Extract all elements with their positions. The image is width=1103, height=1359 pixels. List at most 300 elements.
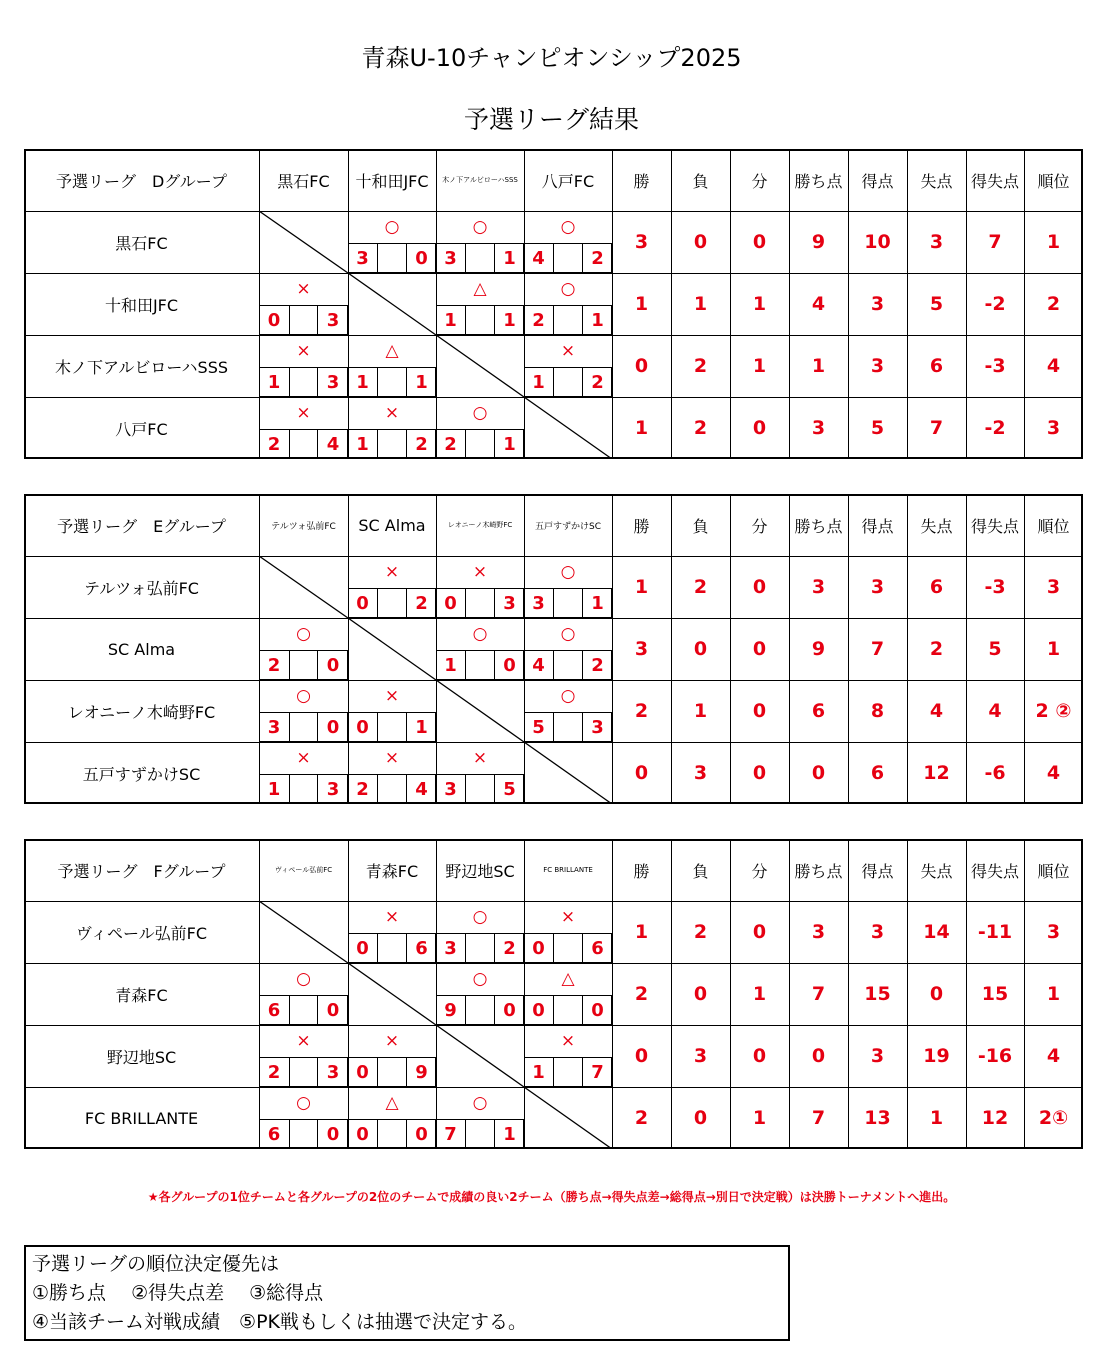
result-mark: ×: [296, 1031, 311, 1051]
result-mark: ×: [384, 907, 400, 927]
score-for: 0: [356, 937, 369, 959]
score-box-divider: [553, 712, 583, 742]
team-column-header: テルツォ弘前FC: [271, 521, 336, 532]
team-name: SC Alma: [107, 639, 176, 659]
self-match-diagonal: [524, 1087, 612, 1149]
stat-value: 0: [752, 762, 767, 784]
stat-value: 0: [752, 231, 767, 253]
stat-value: 3: [811, 921, 826, 943]
page-subtitle: 予選リーグ結果: [463, 105, 639, 134]
stat-column-header: 勝: [633, 516, 650, 536]
diagonal-line: [436, 1025, 524, 1087]
result-mark: ○: [472, 1093, 488, 1113]
diagonal-line: [348, 963, 436, 1025]
stat-value: 3: [929, 231, 944, 253]
score-for: 1: [532, 371, 545, 393]
team-name: レオニーノ木崎野FC: [67, 702, 216, 722]
stat-value: 1: [693, 293, 708, 315]
score-against: 2: [503, 937, 516, 959]
score-for: 3: [267, 716, 281, 738]
stat-value: 1: [752, 355, 767, 377]
stat-value: 7: [811, 983, 826, 1005]
score-box-divider: [289, 429, 318, 459]
result-mark: ○: [472, 217, 488, 237]
score-box-divider: [553, 933, 583, 963]
team-column-header: 十和田JFC: [355, 171, 429, 191]
score-for: 5: [532, 716, 545, 738]
score-box-divider: [465, 995, 495, 1025]
result-mark: ○: [560, 624, 576, 644]
page-title: 青森U-10チャンピオンシップ2025: [361, 44, 742, 72]
stat-column-header: 勝ち点: [794, 516, 843, 536]
result-mark: △: [385, 1093, 399, 1113]
stat-value: 3: [870, 1045, 885, 1067]
result-mark: ×: [384, 686, 400, 706]
stat-value: 2: [929, 638, 944, 660]
stat-value: 1: [634, 576, 649, 598]
stat-column-header: 得点: [861, 516, 894, 536]
score-box-divider: [465, 588, 495, 618]
result-mark: ×: [296, 748, 311, 768]
team-column-header: 木ノ下アルビローハSSS: [442, 176, 518, 184]
stat-value: 7: [870, 638, 885, 660]
stat-value: 1: [634, 921, 649, 943]
stat-value: 7: [988, 231, 1002, 253]
result-mark: ○: [472, 624, 488, 644]
score-for: 6: [267, 1123, 281, 1145]
result-mark: ×: [296, 403, 311, 423]
team-name: 十和田JFC: [104, 295, 179, 315]
team-column-header: SC Alma: [358, 515, 426, 535]
score-against: 1: [503, 309, 516, 331]
score-box-divider: [465, 650, 495, 680]
stat-value: 0: [752, 576, 767, 598]
diagonal-line: [259, 556, 348, 618]
stat-value: 13: [864, 1107, 891, 1129]
stat-value: 4: [929, 700, 944, 722]
stat-value: 0: [693, 983, 708, 1005]
result-mark: ×: [560, 907, 576, 927]
stat-value: 0: [929, 983, 944, 1005]
stat-value: 12: [981, 1107, 1009, 1129]
stat-value: 6: [929, 355, 944, 377]
stat-value: 1: [929, 1107, 944, 1129]
score-against: 6: [591, 937, 604, 959]
stat-column-header: 得失点: [970, 171, 1019, 191]
score-against: 1: [415, 716, 428, 738]
result-mark: ○: [560, 217, 576, 237]
score-for: 6: [267, 999, 281, 1021]
stat-value: 10: [864, 231, 891, 253]
score-against: 0: [326, 1123, 340, 1145]
team-name: 五戸すずかけSC: [82, 764, 201, 784]
diagonal-line: [259, 211, 348, 273]
stat-value: 2①: [1038, 1107, 1069, 1129]
stat-value: 7: [811, 1107, 826, 1129]
self-match-diagonal: [259, 556, 348, 618]
result-mark: ○: [296, 624, 311, 644]
result-mark: ○: [560, 279, 576, 299]
result-mark: ○: [296, 1093, 311, 1113]
score-box-divider: [553, 305, 583, 335]
group-label: 予選リーグ Dグループ: [55, 171, 228, 191]
stat-column-header: 順位: [1037, 171, 1070, 191]
score-box-divider: [553, 995, 583, 1025]
self-match-diagonal: [348, 618, 436, 680]
score-for: 4: [532, 247, 545, 269]
stat-value: 5: [870, 417, 885, 439]
score-for: 9: [444, 999, 457, 1021]
team-column-header: 五戸すずかけSC: [534, 521, 602, 532]
score-against: 5: [503, 778, 516, 800]
stat-value: 3: [693, 762, 708, 784]
score-against: 1: [503, 247, 516, 269]
score-box-divider: [289, 367, 318, 397]
stat-value: -2: [984, 417, 1006, 439]
stat-value: 4: [1046, 762, 1061, 784]
team-name: 野辺地SC: [106, 1047, 177, 1067]
score-against: 2: [591, 247, 604, 269]
stat-value: -3: [984, 576, 1006, 598]
self-match-diagonal: [259, 211, 348, 273]
score-against: 3: [326, 371, 340, 393]
stat-value: 9: [811, 231, 826, 253]
score-box-divider: [465, 933, 495, 963]
stat-value: 2: [1046, 293, 1061, 315]
group-label: 予選リーグ Fグループ: [57, 861, 226, 881]
score-for: 2: [267, 433, 281, 455]
ranking-rules-box: [24, 1245, 790, 1341]
stat-value: 0: [693, 638, 708, 660]
score-for: 3: [444, 778, 457, 800]
score-box-divider: [465, 1119, 495, 1149]
score-for: 1: [356, 371, 369, 393]
score-for: 0: [356, 1061, 369, 1083]
stat-value: 1: [634, 293, 649, 315]
result-mark: ○: [560, 562, 576, 582]
team-name: FC BRILLANTE: [84, 1108, 199, 1128]
stat-value: 1: [811, 355, 826, 377]
stat-value: -3: [984, 355, 1006, 377]
stat-value: 0: [634, 355, 649, 377]
stat-column-header: 失点: [920, 516, 953, 536]
score-for: 1: [267, 778, 281, 800]
stat-value: 1: [752, 983, 767, 1005]
diagonal-line: [524, 1087, 612, 1149]
team-column-header: 青森FC: [365, 861, 419, 881]
score-for: 3: [444, 937, 457, 959]
stat-value: 1: [1046, 983, 1061, 1005]
result-mark: ×: [384, 748, 400, 768]
result-mark: ×: [560, 341, 576, 361]
stat-column-header: 勝ち点: [794, 861, 843, 881]
result-mark: ○: [296, 686, 311, 706]
stat-value: 5: [929, 293, 944, 315]
result-mark: ×: [472, 748, 488, 768]
stat-value: 0: [752, 921, 767, 943]
stat-value: 3: [870, 576, 885, 598]
stat-value: 15: [864, 983, 891, 1005]
stat-value: 15: [981, 983, 1009, 1005]
stat-value: 5: [988, 638, 1002, 660]
score-for: 2: [267, 654, 281, 676]
score-box-divider: [465, 305, 495, 335]
score-against: 2: [591, 371, 604, 393]
score-for: 0: [356, 592, 369, 614]
rules-line: ④当該チーム対戦成績 ⑤PK戦もしくは抽選で決定する。: [32, 1311, 527, 1333]
score-box-divider: [465, 774, 495, 804]
result-mark: ○: [472, 907, 488, 927]
result-mark: △: [561, 969, 575, 989]
score-for: 2: [532, 309, 545, 331]
score-for: 1: [444, 654, 457, 676]
stat-column-header: 得失点: [970, 516, 1019, 536]
team-column-header: レオニーノ木崎野FC: [447, 521, 513, 529]
score-against: 0: [503, 654, 516, 676]
result-mark: ×: [296, 341, 311, 361]
stat-value: 0: [634, 1045, 649, 1067]
rules-line: ①勝ち点 ②得失点差 ③総得点: [32, 1282, 324, 1304]
score-against: 0: [503, 999, 516, 1021]
team-column-header: FC BRILLANTE: [543, 866, 593, 874]
score-for: 0: [532, 999, 545, 1021]
stat-value: 4: [1046, 355, 1061, 377]
result-mark: △: [385, 341, 399, 361]
score-box-divider: [377, 774, 407, 804]
score-against: 2: [591, 654, 604, 676]
score-against: 1: [503, 1123, 516, 1145]
stat-column-header: 得失点: [970, 861, 1019, 881]
score-box-divider: [377, 429, 407, 459]
score-for: 0: [356, 716, 369, 738]
score-against: 0: [591, 999, 604, 1021]
score-box-divider: [377, 933, 407, 963]
stat-value: 3: [1046, 417, 1061, 439]
stat-value: 0: [752, 417, 767, 439]
stat-value: 9: [811, 638, 826, 660]
score-for: 3: [444, 247, 457, 269]
score-against: 7: [591, 1061, 604, 1083]
diagonal-line: [259, 901, 348, 963]
stat-value: 4: [1046, 1045, 1061, 1067]
score-for: 1: [532, 1061, 545, 1083]
stat-value: -2: [984, 293, 1006, 315]
result-mark: ×: [384, 403, 400, 423]
stat-value: 2 ②: [1035, 700, 1072, 722]
score-for: 0: [356, 1123, 369, 1145]
diagonal-line: [436, 680, 524, 742]
score-against: 1: [591, 309, 604, 331]
stat-column-header: 分: [751, 171, 768, 191]
stat-value: 12: [923, 762, 950, 784]
stat-value: -6: [984, 762, 1006, 784]
score-against: 3: [326, 778, 340, 800]
stat-value: 14: [923, 921, 950, 943]
score-box-divider: [465, 429, 495, 459]
score-for: 0: [444, 592, 457, 614]
score-against: 3: [326, 309, 340, 331]
result-mark: △: [473, 279, 487, 299]
score-box-divider: [377, 588, 407, 618]
stat-value: 4: [811, 293, 826, 315]
self-match-diagonal: [348, 273, 436, 335]
group-label: 予選リーグ Eグループ: [57, 516, 226, 536]
stat-value: -16: [977, 1045, 1013, 1067]
score-box-divider: [289, 1057, 318, 1087]
stat-value: 19: [923, 1045, 950, 1067]
diagonal-line: [348, 273, 436, 335]
stat-value: 2: [693, 417, 708, 439]
stat-column-header: 分: [751, 861, 768, 881]
self-match-diagonal: [348, 963, 436, 1025]
score-against: 0: [415, 247, 428, 269]
score-for: 1: [267, 371, 281, 393]
score-box-divider: [553, 650, 583, 680]
result-mark: ○: [560, 686, 576, 706]
score-box-divider: [377, 367, 407, 397]
score-box-divider: [377, 712, 407, 742]
group-table: [24, 149, 1083, 459]
stat-value: 0: [752, 638, 767, 660]
result-mark: ×: [384, 1031, 400, 1051]
diagonal-line: [524, 397, 612, 459]
stat-value: -11: [977, 921, 1013, 943]
result-mark: ○: [472, 403, 488, 423]
stat-value: 0: [752, 700, 767, 722]
score-for: 2: [356, 778, 369, 800]
stat-value: 3: [870, 921, 885, 943]
result-mark: ○: [384, 217, 400, 237]
score-box-divider: [377, 1119, 407, 1149]
team-column-header: ヴィペール弘前FC: [274, 866, 333, 874]
self-match-diagonal: [524, 397, 612, 459]
result-mark: ×: [296, 279, 311, 299]
score-against: 3: [503, 592, 516, 614]
stat-value: 3: [634, 638, 649, 660]
score-for: 2: [267, 1061, 281, 1083]
team-column-header: 黒石FC: [277, 171, 330, 191]
score-against: 3: [591, 716, 604, 738]
score-box-divider: [289, 712, 318, 742]
stat-value: 6: [929, 576, 944, 598]
stat-column-header: 勝: [633, 171, 650, 191]
score-against: 3: [326, 1061, 340, 1083]
stat-value: 0: [693, 231, 708, 253]
result-mark: ○: [296, 969, 311, 989]
team-name: テルツォ弘前FC: [84, 578, 199, 598]
stat-value: 4: [988, 700, 1002, 722]
score-against: 9: [415, 1061, 428, 1083]
self-match-diagonal: [524, 742, 612, 804]
stat-value: 3: [634, 231, 649, 253]
result-mark: ○: [472, 969, 488, 989]
stat-value: 1: [693, 700, 708, 722]
score-for: 0: [532, 937, 545, 959]
advancement-note: ★各グループの1位チームと各グループの2位のチームで成績の良い2チーム（勝ち点→得失点差→総得点→別日で決定戦）は決勝トーナメントへ進出。: [147, 1190, 956, 1204]
score-against: 2: [415, 433, 428, 455]
stat-value: 0: [752, 1045, 767, 1067]
stat-value: 2: [693, 576, 708, 598]
self-match-diagonal: [259, 901, 348, 963]
team-column-header: 八戸FC: [541, 171, 595, 191]
score-against: 0: [326, 716, 340, 738]
stat-value: 0: [634, 762, 649, 784]
team-name: 黒石FC: [115, 233, 168, 253]
score-against: 4: [415, 778, 428, 800]
stat-value: 2: [693, 921, 708, 943]
stat-value: 3: [693, 1045, 708, 1067]
stat-value: 3: [1046, 576, 1061, 598]
self-match-diagonal: [436, 680, 524, 742]
score-for: 3: [356, 247, 369, 269]
stat-column-header: 勝: [633, 861, 650, 881]
stat-value: 1: [634, 417, 649, 439]
score-box-divider: [553, 1057, 583, 1087]
stat-column-header: 負: [692, 171, 709, 191]
stat-column-header: 順位: [1037, 861, 1070, 881]
team-name: 木ノ下アルビローハSSS: [54, 357, 229, 377]
score-for: 1: [444, 309, 457, 331]
diagonal-line: [436, 335, 524, 397]
stat-column-header: 得点: [861, 861, 894, 881]
stat-value: 0: [693, 1107, 708, 1129]
score-for: 2: [444, 433, 457, 455]
stat-column-header: 失点: [920, 171, 953, 191]
stat-value: 2: [634, 983, 649, 1005]
stat-column-header: 得点: [861, 171, 894, 191]
score-for: 7: [444, 1123, 457, 1145]
diagonal-line: [524, 742, 612, 804]
self-match-diagonal: [436, 335, 524, 397]
stat-value: 6: [811, 700, 826, 722]
score-against: 2: [415, 592, 428, 614]
stat-column-header: 分: [751, 516, 768, 536]
score-for: 1: [356, 433, 369, 455]
rules-line: 予選リーグの順位決定優先は: [32, 1253, 280, 1275]
result-mark: ×: [472, 562, 488, 582]
stat-column-header: 順位: [1037, 516, 1070, 536]
stat-value: 3: [870, 355, 885, 377]
stat-value: 2: [634, 1107, 649, 1129]
score-against: 4: [326, 433, 340, 455]
score-box-divider: [553, 367, 583, 397]
score-against: 1: [415, 371, 428, 393]
stat-value: 3: [811, 417, 826, 439]
stat-value: 8: [870, 700, 885, 722]
stat-value: 2: [634, 700, 649, 722]
score-box-divider: [289, 650, 318, 680]
stat-column-header: 失点: [920, 861, 953, 881]
score-against: 0: [415, 1123, 428, 1145]
score-against: 0: [326, 654, 340, 676]
score-for: 3: [532, 592, 545, 614]
self-match-diagonal: [436, 1025, 524, 1087]
result-mark: ×: [560, 1031, 576, 1051]
score-against: 1: [503, 433, 516, 455]
stat-value: 6: [870, 762, 885, 784]
team-column-header: 野辺地SC: [445, 861, 515, 881]
score-box-divider: [289, 1119, 318, 1149]
team-name: 八戸FC: [115, 419, 168, 439]
score-against: 1: [591, 592, 604, 614]
score-box-divider: [377, 1057, 407, 1087]
stat-value: 3: [1046, 921, 1061, 943]
stat-value: 1: [752, 1107, 767, 1129]
score-box-divider: [553, 588, 583, 618]
score-box-divider: [465, 243, 495, 273]
stat-value: 1: [1046, 231, 1061, 253]
stat-value: 3: [870, 293, 885, 315]
